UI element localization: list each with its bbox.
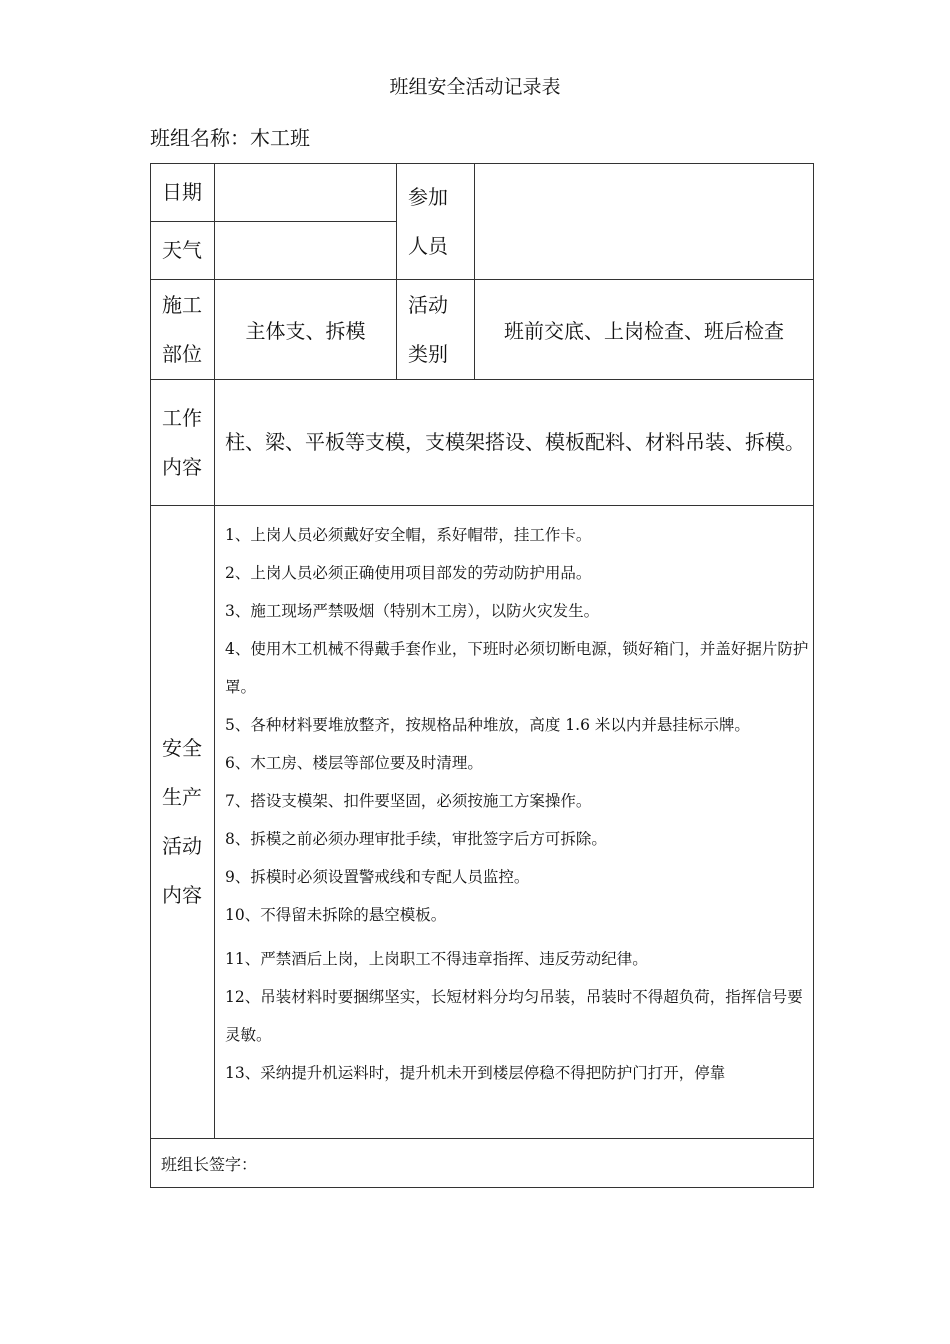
safety-rule: 10、不得留未拆除的悬空模板。 — [225, 906, 447, 924]
safety-rule: 3、施工现场严禁吸烟（特别木工房），以防火灾发生。 — [225, 602, 600, 620]
safety-label-line3: 活动 — [162, 834, 202, 858]
work-content-label — [151, 380, 215, 506]
work-content-label-line1: 工作 — [162, 405, 202, 430]
safety-rule: 9、拆模时必须设置警戒线和专配人员监控。 — [225, 868, 530, 886]
safety-label-line4: 内容 — [162, 883, 202, 907]
safety-rule: 4、使用木工机械不得戴手套作业，下班时必须切断电源，锁好箱门，并盖好据片防护罩。 — [225, 640, 809, 696]
date-label: 日期 — [151, 164, 215, 222]
activity-type-label-line1: 活动 — [408, 292, 448, 317]
safety-rule: 2、上岗人员必须正确使用项目部发的劳动防护用品。 — [225, 564, 592, 582]
team-name-label: 班组名称： — [150, 126, 250, 150]
document-title: 班组安全活动记录表 — [389, 76, 561, 98]
activity-type-label-line2: 类别 — [408, 341, 448, 366]
team-name-value: 木工班 — [250, 126, 310, 150]
team-name — [150, 122, 310, 151]
weather-field[interactable] — [215, 222, 397, 280]
safety-rule: 5、各种材料要堆放整齐，按规格品种堆放，高度 1.6 米以内并悬挂标示牌。 — [225, 716, 750, 734]
site-label-line1: 施工 — [162, 292, 202, 317]
safety-activity-label — [151, 506, 215, 1139]
safety-rule: 8、拆模之前必须办理审批手续，审批签字后方可拆除。 — [225, 830, 607, 848]
safety-rule: 6、木工房、楼层等部位要及时清理。 — [225, 754, 483, 772]
site-label-line2: 部位 — [162, 341, 202, 366]
site-value: 主体支、拆模 — [215, 280, 397, 380]
participants-field[interactable] — [475, 164, 814, 280]
work-content-value: 柱、梁、平板等支模，支模架搭设、模板配料、材料吊装、拆模。 — [215, 380, 814, 506]
safety-rule: 7、搭设支模架、扣件要坚固，必须按施工方案操作。 — [225, 792, 592, 810]
participants-label-line1: 参加 — [408, 184, 448, 209]
activity-type-value: 班前交底、上岗检查、班后检查 — [475, 280, 814, 380]
site-label — [151, 280, 215, 380]
record-table — [150, 163, 814, 1188]
safety-label-line2: 生产 — [162, 785, 202, 809]
work-content-label-line2: 内容 — [162, 454, 202, 479]
participants-label — [397, 164, 475, 280]
participants-label-line2: 人员 — [408, 233, 448, 258]
safety-rules-list — [215, 506, 814, 1139]
safety-label-line1: 安全 — [162, 736, 202, 760]
safety-rule: 12、吊装材料时要捆绑坚实，长短材料分均匀吊装，吊装时不得超负荷，指挥信号要灵敏。 — [225, 988, 803, 1044]
activity-type-label — [397, 280, 475, 380]
safety-rule: 11、严禁酒后上岗，上岗职工不得违章指挥、违反劳动纪律。 — [225, 950, 648, 968]
safety-rule: 13、采纳提升机运料时，提升机未开到楼层停稳不得把防护门打开，停靠 — [225, 1064, 726, 1082]
team-leader-signature[interactable]: 班组长签字： — [151, 1139, 814, 1188]
safety-rule: 1、上岗人员必须戴好安全帽，系好帽带，挂工作卡。 — [225, 526, 592, 544]
weather-label: 天气 — [151, 222, 215, 280]
date-field[interactable] — [215, 164, 397, 222]
